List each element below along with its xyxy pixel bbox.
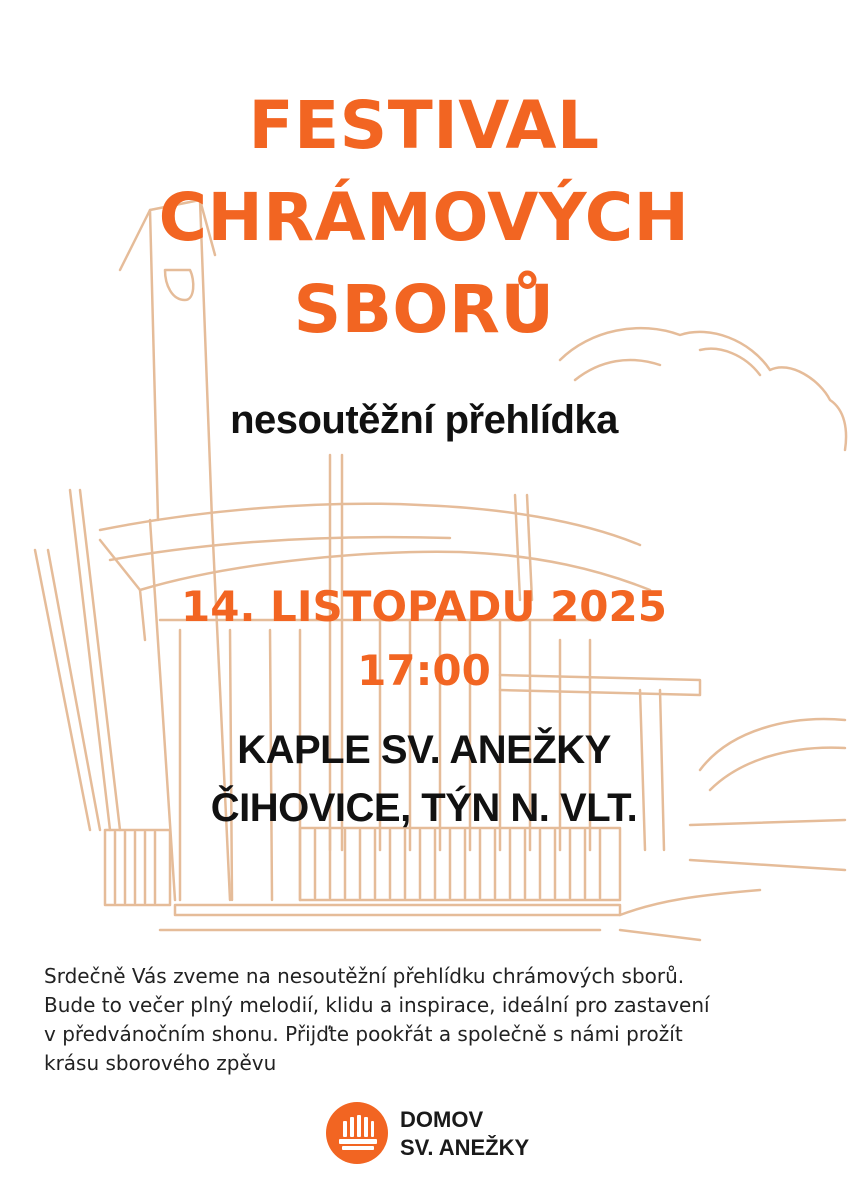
logo-wordmark [400, 1106, 529, 1162]
event-time: 17:00 [357, 646, 491, 695]
subtitle: nesoutěžní přehlídka [230, 398, 618, 442]
venue-location: ČIHOVICE, TÝN N. VLT. [210, 786, 638, 830]
festival-title-line-1: FESTIVAL [248, 87, 600, 164]
invitation-line: krásu sborového zpěvu [44, 1051, 277, 1075]
festival-title-line-3: SBORŮ [293, 271, 555, 348]
venue-name: KAPLE SV. ANEŽKY [237, 728, 611, 772]
event-date: 14. LISTOPADU 2025 [181, 582, 667, 631]
invitation-line: Srdečně Vás zveme na nesoutěžní přehlídku chrámových sborů. [44, 964, 685, 988]
invitation-line: v předvánočním shonu. Přijďte pookřát a společně s námi prožít [44, 1022, 683, 1046]
invitation-text [44, 962, 814, 1078]
festival-title-line-2: CHRÁMOVÝCH [158, 179, 690, 256]
invitation-line: Bude to večer plný melodií, klidu a inspirace, ideální pro zastavení [44, 993, 710, 1017]
organ-logo-icon [326, 1102, 388, 1164]
logo-line-1: DOMOV [400, 1107, 484, 1132]
logo-line-2: SV. ANEŽKY [400, 1135, 530, 1160]
